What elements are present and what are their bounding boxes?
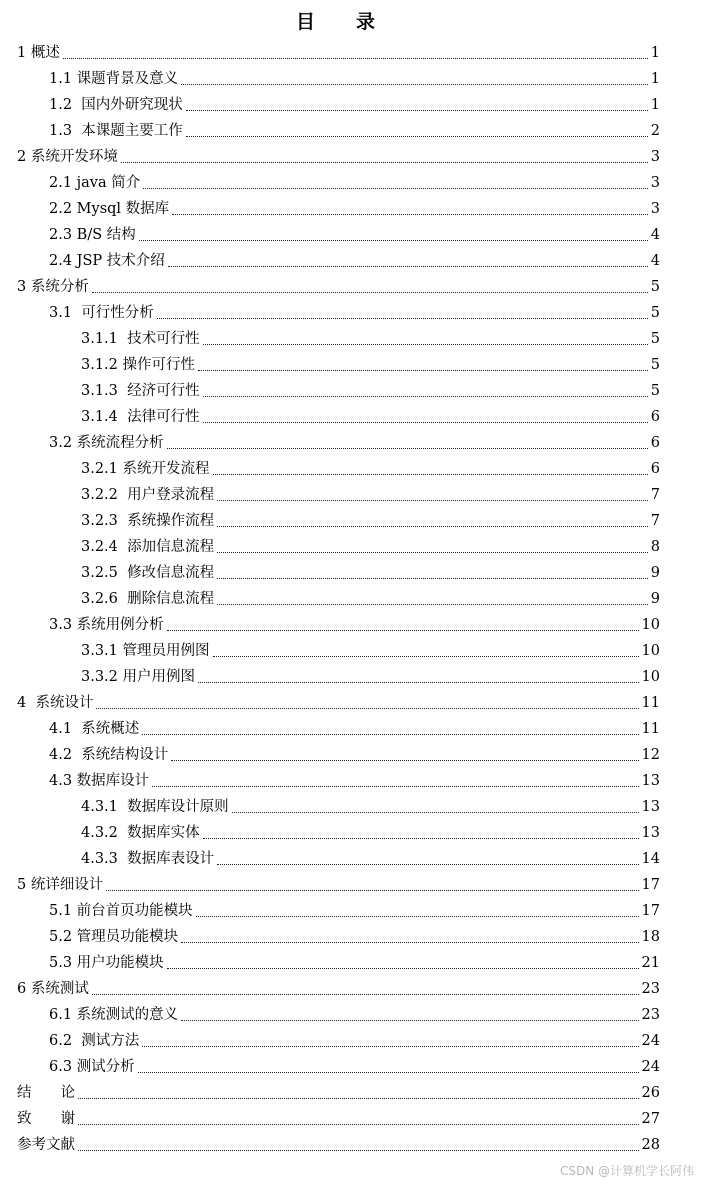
dot-leader (138, 1072, 639, 1073)
toc-entry-label: 6.2 测试方法 (49, 1032, 140, 1049)
dot-leader (217, 500, 648, 501)
toc-entry-page-number: 24 (641, 1032, 660, 1049)
toc-entry-label: 3.1.1 技术可行性 (81, 330, 200, 347)
toc-entry-label: 6 系统测试 (17, 980, 89, 997)
toc-entry-page-number: 14 (641, 850, 660, 867)
toc-entry-label: 2.2 Mysql 数据库 (49, 200, 170, 217)
toc-entry[interactable] (81, 352, 660, 378)
toc-entry-label: 3.3.2 用户用例图 (81, 668, 196, 685)
dot-leader (213, 474, 648, 475)
toc-entry[interactable] (81, 846, 660, 872)
toc-entry[interactable] (81, 508, 660, 534)
dot-leader (196, 916, 639, 917)
toc-entry[interactable] (81, 482, 660, 508)
toc-entry-label: 3.2.6 删除信息流程 (81, 590, 215, 607)
toc-entry[interactable] (17, 976, 660, 1002)
toc-entry[interactable] (49, 1054, 660, 1080)
dot-leader (167, 968, 639, 969)
toc-entry-page-number: 28 (641, 1136, 660, 1153)
toc-entry-page-number: 17 (641, 902, 660, 919)
toc-entry[interactable] (17, 144, 660, 170)
toc-entry-page-number: 3 (650, 174, 660, 191)
toc-entry-page-number: 4 (650, 226, 660, 243)
toc-entry-page-number: 24 (641, 1058, 660, 1075)
dot-leader (203, 838, 639, 839)
dot-leader (198, 370, 648, 371)
toc-entry-label: 参考文献 (17, 1136, 75, 1153)
toc-entry-page-number: 1 (650, 70, 660, 87)
toc-entry[interactable] (49, 768, 660, 794)
dot-leader (167, 630, 639, 631)
toc-entry-page-number: 10 (641, 642, 660, 659)
dot-leader (96, 708, 638, 709)
toc-entry[interactable] (17, 40, 660, 66)
dot-leader (217, 864, 638, 865)
toc-entry[interactable] (49, 1002, 660, 1028)
toc-entry-label: 4 系统设计 (17, 694, 94, 711)
toc-entry[interactable] (17, 1106, 660, 1132)
toc-entry[interactable] (49, 430, 660, 456)
toc-entry[interactable] (81, 664, 660, 690)
toc-entry-label: 6.3 测试分析 (49, 1058, 135, 1075)
dot-leader (198, 682, 639, 683)
dot-leader (213, 656, 639, 657)
toc-entry-page-number: 2 (650, 122, 660, 139)
toc-entry-page-number: 5 (650, 330, 660, 347)
dot-leader (143, 188, 648, 189)
toc-entry[interactable] (81, 456, 660, 482)
dot-leader (186, 136, 648, 137)
dot-leader (78, 1150, 639, 1151)
dot-leader (92, 994, 639, 995)
toc-entry-page-number: 17 (641, 876, 660, 893)
toc-entry-label: 3.1 可行性分析 (49, 304, 154, 321)
toc-entry-page-number: 13 (641, 772, 660, 789)
toc-entry-label: 3.2.5 修改信息流程 (81, 564, 215, 581)
dot-leader (172, 214, 648, 215)
toc-entry-page-number: 12 (641, 746, 660, 763)
toc-entry-label: 4.3.2 数据库实体 (81, 824, 200, 841)
dot-leader (167, 448, 648, 449)
dot-leader (78, 1098, 639, 1099)
toc-entry[interactable] (49, 742, 660, 768)
dot-leader (142, 1046, 638, 1047)
dot-leader (217, 604, 648, 605)
toc-entry[interactable] (81, 378, 660, 404)
toc-entry-page-number: 1 (650, 44, 660, 61)
toc-entry-label: 4.3.3 数据库表设计 (81, 850, 215, 867)
toc-entry-label: 致 谢 (17, 1110, 75, 1127)
toc-entry[interactable] (81, 638, 660, 664)
dot-leader (181, 1020, 638, 1021)
toc-entry[interactable] (49, 300, 660, 326)
toc-entry-page-number: 7 (650, 512, 660, 529)
toc-entry-label: 3.2.2 用户登录流程 (81, 486, 215, 503)
dot-leader (152, 786, 638, 787)
toc-entry-label: 5 统详细设计 (17, 876, 104, 893)
toc-entry-label: 3.3 系统用例分析 (49, 616, 164, 633)
dot-leader (181, 84, 648, 85)
toc-entry-page-number: 13 (641, 824, 660, 841)
toc-entry[interactable] (49, 924, 660, 950)
toc-entry[interactable] (49, 222, 660, 248)
toc-entry[interactable] (81, 404, 660, 430)
toc-entry-page-number: 21 (641, 954, 660, 971)
toc-entry-page-number: 18 (641, 928, 660, 945)
toc-entry[interactable] (81, 326, 660, 352)
toc-entry-page-number: 9 (650, 564, 660, 581)
toc-entry-page-number: 6 (650, 434, 660, 451)
toc-entry-page-number: 3 (650, 200, 660, 217)
toc-entry-label: 2.4 JSP 技术介绍 (49, 252, 165, 269)
dot-leader (217, 552, 648, 553)
page-title: 目 录 (295, 11, 376, 33)
toc-entry-label: 3.1.2 操作可行性 (81, 356, 196, 373)
toc-entry-label: 1 概述 (17, 44, 60, 61)
toc-entry-page-number: 27 (641, 1110, 660, 1127)
toc-entry-page-number: 11 (641, 694, 660, 711)
toc-entry-page-number: 5 (650, 278, 660, 295)
toc-entry[interactable] (49, 92, 660, 118)
toc-entry-label: 3.1.4 法律可行性 (81, 408, 200, 425)
toc-entry-label: 1.2 国内外研究现状 (49, 96, 183, 113)
dot-leader (92, 292, 648, 293)
toc-entry-page-number: 6 (650, 408, 660, 425)
dot-leader (217, 578, 648, 579)
toc-entry-label: 6.1 系统测试的意义 (49, 1006, 179, 1023)
dot-leader (157, 318, 648, 319)
toc-entry[interactable] (49, 716, 660, 742)
toc-entry[interactable] (17, 1132, 660, 1158)
toc-entry-label: 3 系统分析 (17, 278, 89, 295)
dot-leader (142, 734, 638, 735)
toc-entry[interactable] (81, 820, 660, 846)
toc-entry-page-number: 1 (650, 96, 660, 113)
toc-entry-page-number: 23 (641, 1006, 660, 1023)
toc-entry[interactable] (17, 872, 660, 898)
dot-leader (217, 526, 648, 527)
toc-entry-label: 2.3 B/S 结构 (49, 226, 136, 243)
toc-entry-label: 结 论 (17, 1084, 75, 1101)
toc-entry[interactable] (81, 534, 660, 560)
toc-entry-label: 5.2 管理员功能模块 (49, 928, 179, 945)
toc-entry-label: 3.1.3 经济可行性 (81, 382, 200, 399)
toc-entry[interactable] (49, 612, 660, 638)
toc-entry-page-number: 4 (650, 252, 660, 269)
toc-entry-label: 3.3.1 管理员用例图 (81, 642, 210, 659)
toc-entry-page-number: 5 (650, 382, 660, 399)
toc-entry[interactable] (17, 274, 660, 300)
toc-entry[interactable] (81, 586, 660, 612)
toc-entry-label: 4.3.1 数据库设计原则 (81, 798, 229, 815)
toc-entry-label: 2.1 java 简介 (49, 174, 141, 191)
toc-entry-page-number: 8 (650, 538, 660, 555)
toc-entry-label: 4.2 系统结构设计 (49, 746, 169, 763)
dot-leader (232, 812, 639, 813)
toc-entry-label: 4.1 系统概述 (49, 720, 140, 737)
dot-leader (203, 396, 648, 397)
toc-entry[interactable] (49, 118, 660, 144)
toc-entry[interactable] (49, 170, 660, 196)
toc-entry[interactable] (49, 898, 660, 924)
toc-entry-page-number: 10 (641, 668, 660, 685)
dot-leader (121, 162, 648, 163)
toc-entry[interactable] (81, 560, 660, 586)
toc-entry-label: 1.3 本课题主要工作 (49, 122, 183, 139)
dot-leader (168, 266, 648, 267)
toc-entry-page-number: 26 (641, 1084, 660, 1101)
toc-entry[interactable] (81, 794, 660, 820)
toc-entry[interactable] (49, 950, 660, 976)
toc-entry[interactable] (49, 248, 660, 274)
toc-entry-page-number: 23 (641, 980, 660, 997)
toc-entry-page-number: 13 (641, 798, 660, 815)
toc-entry[interactable] (49, 1028, 660, 1054)
toc-entry-label: 3.2.3 系统操作流程 (81, 512, 215, 529)
toc-entry-label: 4.3 数据库设计 (49, 772, 150, 789)
dot-leader (63, 58, 648, 59)
toc-entry-label: 5.1 前台首页功能模块 (49, 902, 193, 919)
dot-leader (186, 110, 648, 111)
toc-entry-page-number: 9 (650, 590, 660, 607)
toc-entry[interactable] (17, 1080, 660, 1106)
dot-leader (171, 760, 638, 761)
dot-leader (203, 422, 648, 423)
dot-leader (181, 942, 638, 943)
toc-entry-label: 1.1 课题背景及意义 (49, 70, 179, 87)
toc-entry-page-number: 7 (650, 486, 660, 503)
toc-entry-label: 5.3 用户功能模块 (49, 954, 164, 971)
toc-entry-label: 3.2.1 系统开发流程 (81, 460, 210, 477)
toc-entry-page-number: 6 (650, 460, 660, 477)
dot-leader (203, 344, 648, 345)
toc-entry-label: 3.2 系统流程分析 (49, 434, 164, 451)
toc-entry[interactable] (49, 66, 660, 92)
toc-entry-page-number: 5 (650, 356, 660, 373)
dot-leader (139, 240, 648, 241)
toc-entry-page-number: 3 (650, 148, 660, 165)
dot-leader (106, 890, 638, 891)
watermark: CSDN @计算机学长阿伟 (559, 1164, 694, 1178)
toc-entry-page-number: 5 (650, 304, 660, 321)
toc-entry-label: 3.2.4 添加信息流程 (81, 538, 215, 555)
toc-entry[interactable] (49, 196, 660, 222)
toc-entry[interactable] (17, 690, 660, 716)
toc-entry-page-number: 11 (641, 720, 660, 737)
toc-entry-label: 2 系统开发环境 (17, 148, 118, 165)
dot-leader (78, 1124, 639, 1125)
toc-entry-page-number: 10 (641, 616, 660, 633)
